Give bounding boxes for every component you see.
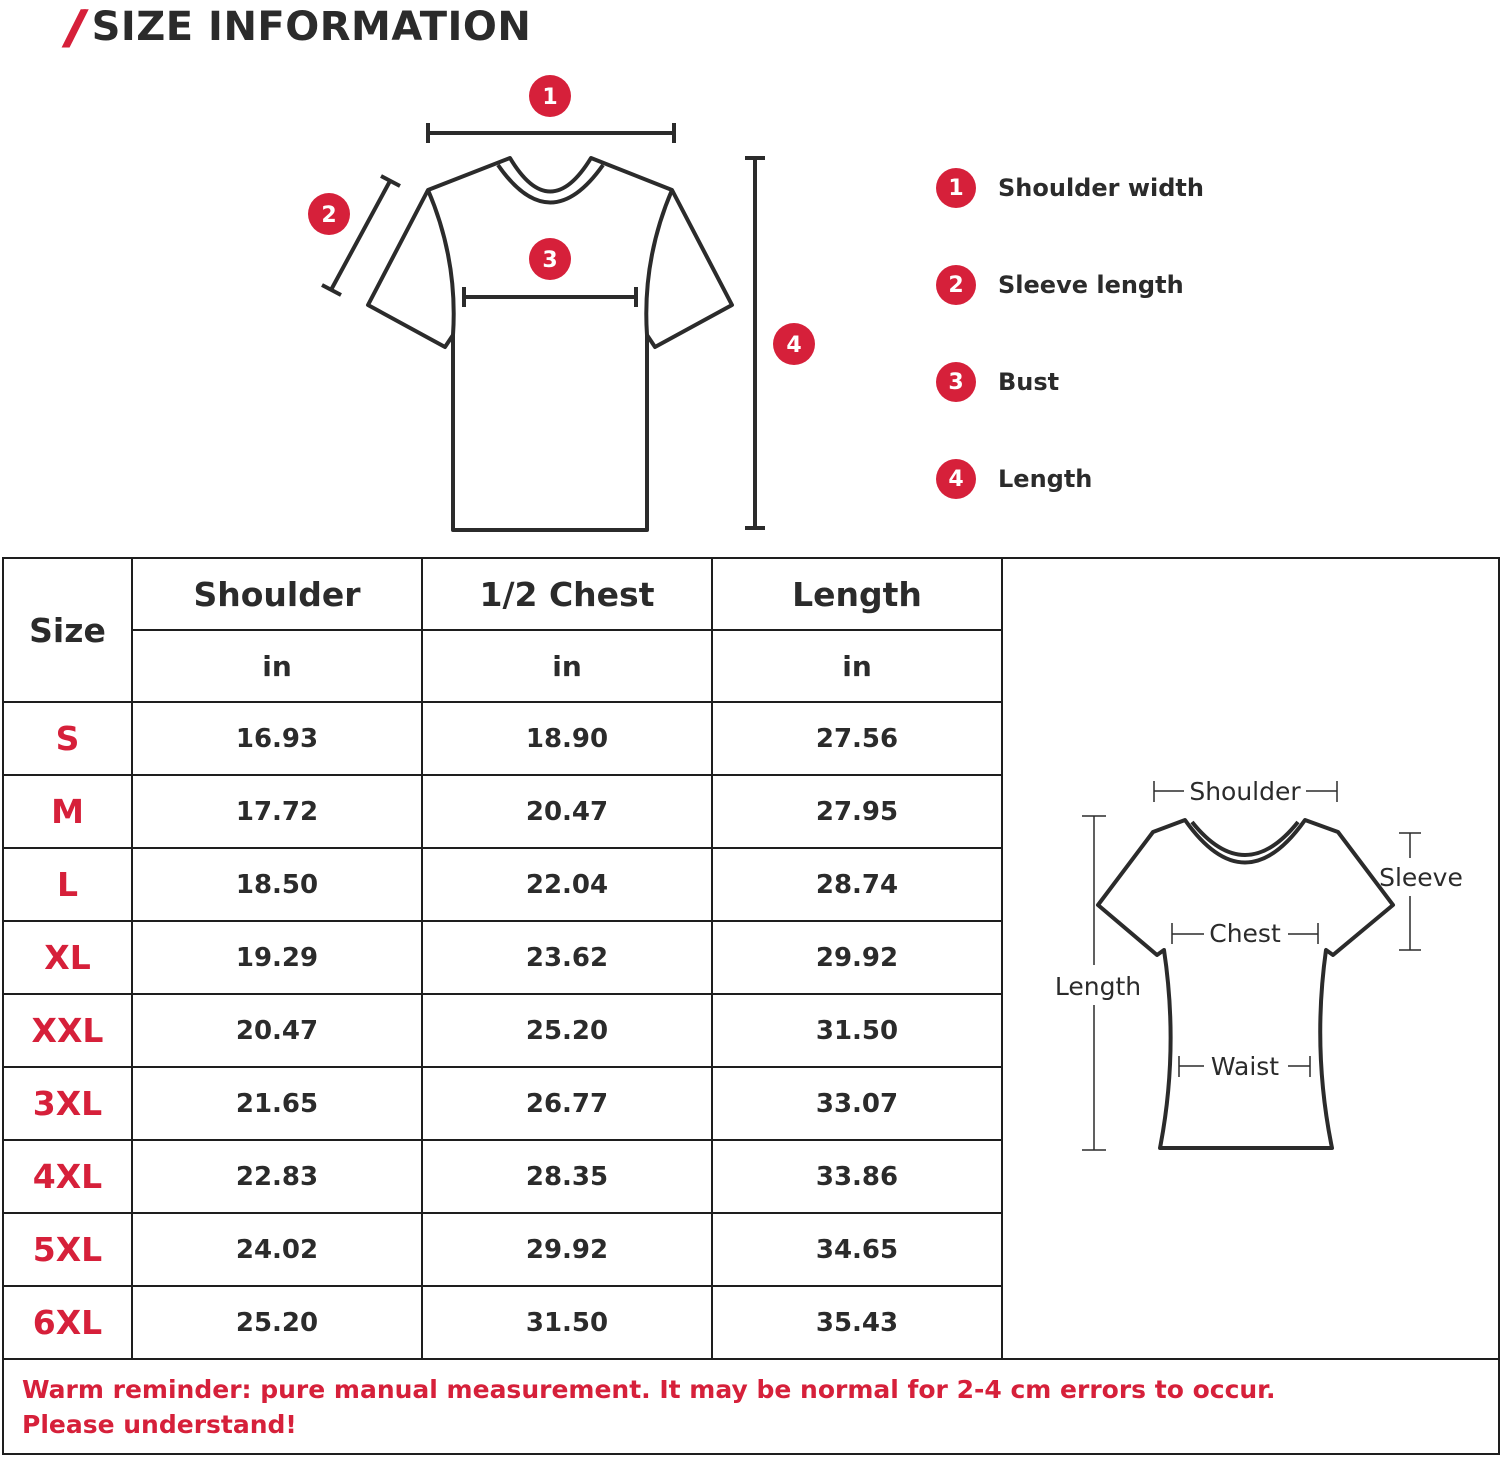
size-cell: S bbox=[3, 702, 132, 775]
reminder-line-2: Please understand! bbox=[22, 1409, 297, 1439]
size-cell: 4XL bbox=[3, 1140, 132, 1213]
length-cell: 28.74 bbox=[712, 848, 1002, 921]
fig-label-waist: Waist bbox=[1210, 1052, 1280, 1081]
legend-badge: 2 bbox=[936, 265, 976, 305]
length-cell: 29.92 bbox=[712, 921, 1002, 994]
shoulder-cell: 22.83 bbox=[132, 1140, 422, 1213]
chest-cell: 22.04 bbox=[422, 848, 712, 921]
legend-label: Length bbox=[998, 465, 1093, 493]
tshirt-right-armhole bbox=[646, 190, 672, 335]
page-title: SIZE INFORMATION bbox=[91, 4, 532, 50]
chest-cell: 23.62 bbox=[422, 921, 712, 994]
size-cell: XL bbox=[3, 921, 132, 994]
shoulder-cell: 25.20 bbox=[132, 1286, 422, 1359]
tshirt-left-armhole bbox=[428, 190, 454, 335]
reminder-line-1: Warm reminder: pure manual measurement. It may be normal for 2-4 cm errors to occur. bbox=[22, 1374, 1276, 1404]
warm-reminder bbox=[3, 1359, 1499, 1454]
column-header-chest: 1/2 Chest bbox=[422, 558, 712, 630]
legend-label: Bust bbox=[998, 368, 1060, 396]
size-header: Size bbox=[3, 558, 132, 702]
size-cell: XXL bbox=[3, 994, 132, 1067]
column-header-length: Length bbox=[712, 558, 1002, 630]
length-cell: 34.65 bbox=[712, 1213, 1002, 1286]
legend-label: Sleeve length bbox=[998, 271, 1184, 299]
size-cell: 5XL bbox=[3, 1213, 132, 1286]
page-header bbox=[66, 2, 531, 52]
length-cell: 27.56 bbox=[712, 702, 1002, 775]
shoulder-cell: 24.02 bbox=[132, 1213, 422, 1286]
chest-cell: 25.20 bbox=[422, 994, 712, 1067]
shoulder-cell: 20.47 bbox=[132, 994, 422, 1067]
fitted-shirt-outline bbox=[1098, 820, 1393, 1148]
shoulder-cell: 21.65 bbox=[132, 1067, 422, 1140]
size-cell: 6XL bbox=[3, 1286, 132, 1359]
legend-badge: 1 bbox=[936, 168, 976, 208]
fig-label-sleeve: Sleeve bbox=[1379, 863, 1463, 892]
shoulder-cell: 18.50 bbox=[132, 848, 422, 921]
unit-label: in bbox=[712, 630, 1002, 702]
dimension-badges bbox=[308, 75, 815, 365]
unit-label: in bbox=[422, 630, 712, 702]
legend-label: Shoulder width bbox=[998, 174, 1204, 202]
legend-item-shoulder-width bbox=[936, 166, 1204, 210]
badge-text-1: 1 bbox=[542, 85, 558, 110]
unit-label: in bbox=[132, 630, 422, 702]
length-cell: 27.95 bbox=[712, 775, 1002, 848]
badge-text-3: 3 bbox=[542, 248, 558, 273]
chest-cell: 18.90 bbox=[422, 702, 712, 775]
chest-cell: 20.47 bbox=[422, 775, 712, 848]
chest-cell: 29.92 bbox=[422, 1213, 712, 1286]
size-cell: M bbox=[3, 775, 132, 848]
shoulder-cell: 19.29 bbox=[132, 921, 422, 994]
fig-label-shoulder: Shoulder bbox=[1189, 777, 1301, 806]
size-cell: L bbox=[3, 848, 132, 921]
fitted-tshirt-diagram bbox=[1030, 770, 1480, 1170]
tshirt-outline bbox=[368, 158, 732, 530]
legend-item-length bbox=[936, 457, 1092, 501]
tshirt-collar bbox=[498, 165, 603, 203]
chest-cell: 31.50 bbox=[422, 1286, 712, 1359]
badge-text-2: 2 bbox=[321, 203, 337, 228]
length-cell: 33.07 bbox=[712, 1067, 1002, 1140]
legend-badge: 4 bbox=[936, 459, 976, 499]
header-slashes: // bbox=[66, 0, 72, 54]
badge-text-4: 4 bbox=[786, 333, 802, 358]
chest-cell: 28.35 bbox=[422, 1140, 712, 1213]
fig-label-length: Length bbox=[1054, 972, 1142, 1001]
fig-label-chest: Chest bbox=[1209, 919, 1281, 948]
shoulder-cell: 17.72 bbox=[132, 775, 422, 848]
legend-item-sleeve-length bbox=[936, 263, 1184, 307]
size-cell: 3XL bbox=[3, 1067, 132, 1140]
legend-item-bust bbox=[936, 360, 1059, 404]
legend-badge: 3 bbox=[936, 362, 976, 402]
shoulder-cell: 16.93 bbox=[132, 702, 422, 775]
length-cell: 31.50 bbox=[712, 994, 1002, 1067]
length-cell: 33.86 bbox=[712, 1140, 1002, 1213]
length-cell: 35.43 bbox=[712, 1286, 1002, 1359]
column-header-shoulder: Shoulder bbox=[132, 558, 422, 630]
fitted-shirt-collar bbox=[1192, 822, 1298, 855]
chest-cell: 26.77 bbox=[422, 1067, 712, 1140]
tshirt-measure-diagram bbox=[0, 60, 860, 540]
